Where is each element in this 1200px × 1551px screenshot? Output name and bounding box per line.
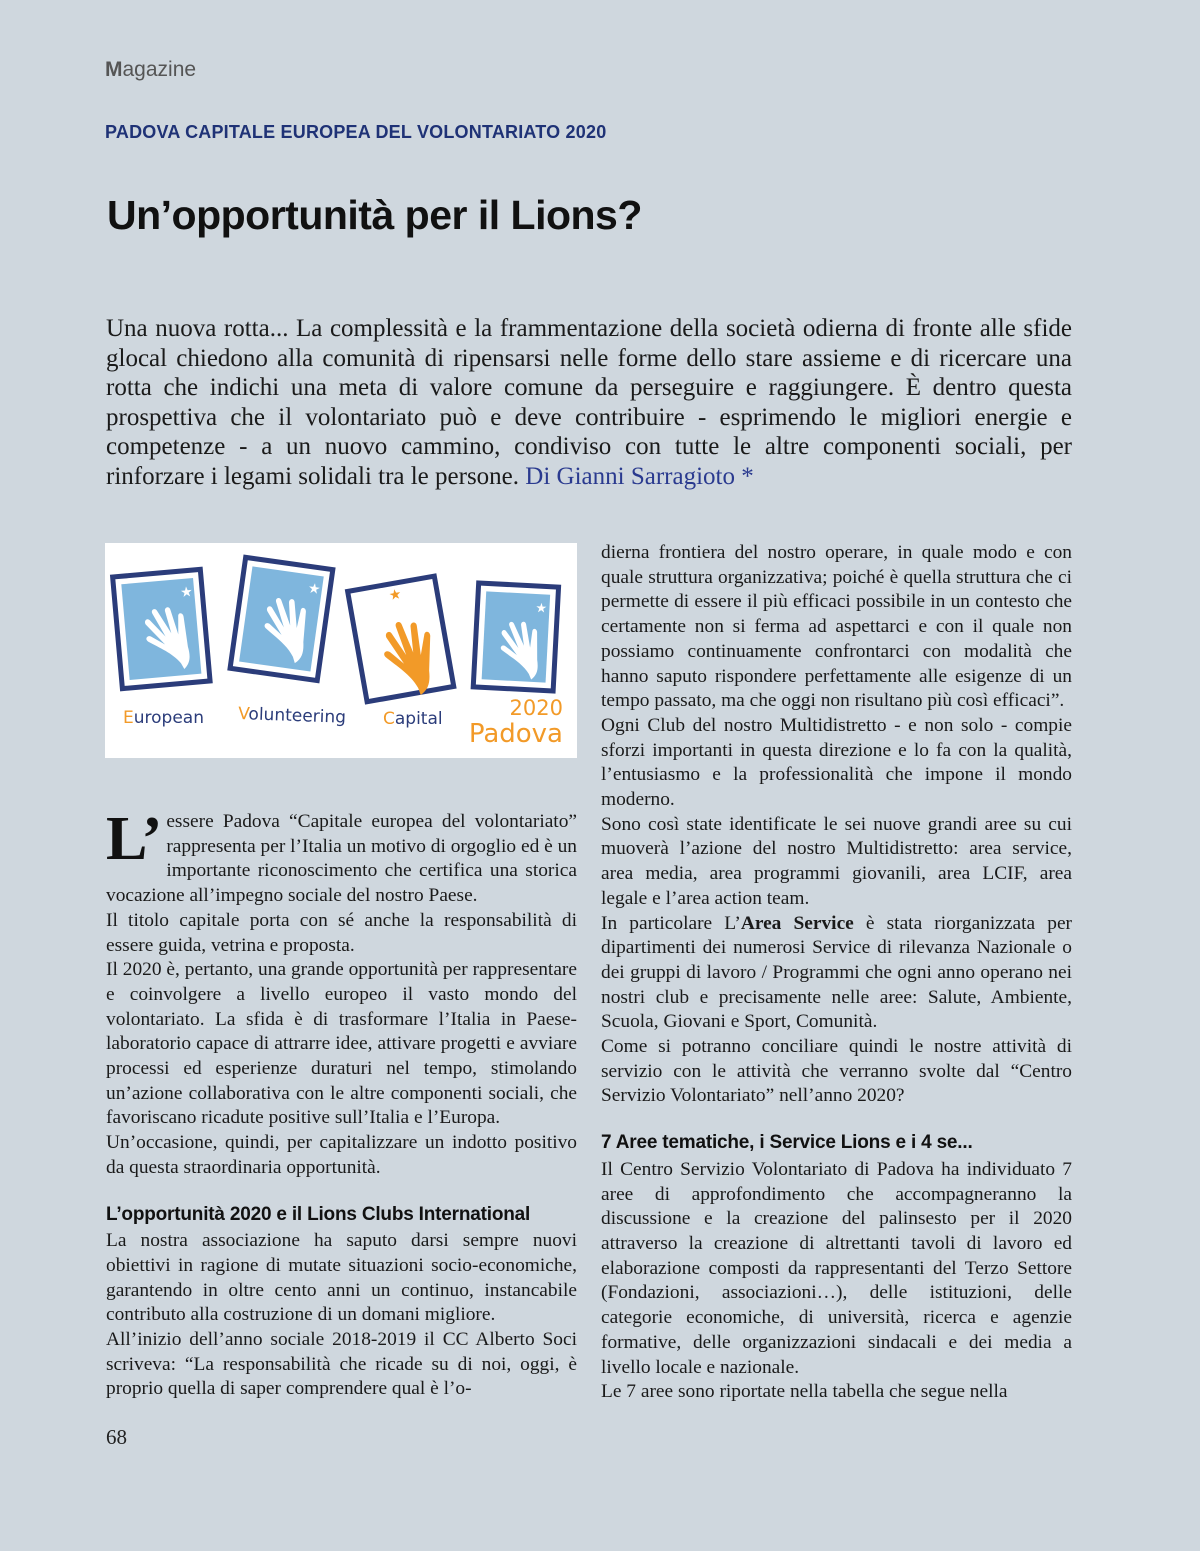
paragraph-3: Il 2020 è, pertanto, una grande opportunità per rappresentare e coinvolgere a livello europeo il vasto mondo del volontariato. La sfida è di trasformare l’Italia in Paese-laboratorio capace di attrarre idee, attivare progetti e avviare processi ed esperienze duraturi nel tempo, stimolando un’azione collaborativa con le altre componenti sociali, che favoriscano ricadute positive sull’Italia e l’Europa.	[106, 959, 577, 1129]
lead-text: Una nuova rotta... La complessità e la frammentazione della società odierna di fronte alle sfide glocal chiedono alla comunità di ripensarsi nelle forme dello stare assieme e di ricercare una rotta che indichi una meta di valore comune da perseguire e raggiungere. È dentro questa prospettiva che il volontariato può e deve contribuire - esprimendo le migliori energie e competenze - a un nuovo cammino, condiviso con tutte le altre componenti sociali, per rinforzare i legami solidali tra le persone.	[106, 315, 1072, 490]
logo-word-volunteering: Volunteering	[237, 704, 347, 728]
logo-year: 2020	[509, 696, 563, 720]
paragraph-12: Il Centro Servizio Volontariato di Padova ha individuato 7 aree di approfondimento che accompagneranno la discussione e la creazione del palinsesto per il 2020 attraverso la creazione di altrettanti tavoli di lavoro ed elaborazione composti da rappresentanti del Terzo Settore (Fondazioni, associazioni…), delle istituzioni, delle categorie economiche, di università, ricerca e agenzie formative, delle organizzazioni sindacali e dei media a livello locale e nazionale.	[601, 1158, 1072, 1378]
paragraph-1: L’ essere Padova “Capitale europea del volontariato” rappresenta per l’Italia un motivo di orgoglio ed è un importante riconoscimento che certifica una storica vocazione all’impegno sociale del nostro Paese.	[106, 805, 577, 907]
paragraph-2: Il titolo capitale porta con sé anche la responsabilità di essere guida, vetrina e proposta.	[106, 909, 577, 956]
svg-text:★: ★	[535, 600, 548, 617]
paragraph-9: Sono così state identificate le sei nuove grandi aree su cui muoverà l’azione del nostro Multidistretto: area service, area media, area programmi giovanili, area LCIF, area legale e l’area action team.	[601, 813, 1072, 909]
kicker: PADOVA CAPITALE EUROPEA DEL VOLONTARIATO 2020	[105, 122, 607, 142]
subheading-lions: L’opportunità 2020 e il Lions Clubs International	[106, 1203, 531, 1225]
logo-word-european: European	[123, 708, 204, 728]
subheading-aree: 7 Aree tematiche, i Service Lions e i 4 se...	[601, 1132, 973, 1154]
paragraph-4: Un’occasione, quindi, per capitalizzare un indotto positivo da questa straordinaria opportunità.	[106, 1132, 577, 1178]
logo-word-capital: Capital	[383, 709, 443, 729]
article-title: Un’opportunità per il Lions?	[107, 192, 642, 238]
paragraph-8: Ogni Club del nostro Multidistretto - e non solo - compie sforzi importanti in questa direzione e lo fa con la qualità, l’entusiasmo e la professionalità che impone il mondo moderno.	[601, 714, 1072, 811]
drop-cap: L’	[106, 805, 163, 873]
page-number: 68	[106, 1425, 127, 1449]
left-column	[106, 805, 577, 1402]
paragraph-10: In particolare L’Area Service è stata riorganizzata per dipartimenti dei numerosi Service di rilevanza Nazionale o dei gruppi di lavoro / Programmi che ogni anno operano nei nostri club e precisamente nelle aree: Salute, Ambiente, Scuola, Giovani e Sport, Comunità.	[601, 912, 1073, 1033]
paragraph-6: All’inizio dell’anno sociale 2018-2019 il CC Alberto Soci scriveva: “La responsabilità che ricade su di noi, oggi, è proprio quella di saper comprendere qual è l’o-	[106, 1329, 577, 1400]
svg-text:★: ★	[179, 584, 194, 602]
lead-paragraph	[106, 314, 1072, 491]
paragraph-13: Le 7 aree sono riportate nella tabella che segue nella	[601, 1381, 1008, 1403]
logo-city: Padova	[468, 719, 563, 749]
paragraph-5: La nostra associazione ha saputo darsi sempre nuovi obiettivi in ragione di mutate situazioni socio-economiche, garantendo in oltre cento anni un continuo, instancabile contributo alla costruzione di un domani migliore.	[106, 1230, 577, 1326]
svg-text:★: ★	[306, 580, 322, 599]
evc-logo-image	[105, 543, 577, 758]
area-service-bold: Area Service	[740, 912, 854, 934]
paragraph-7: dierna frontiera del nostro operare, in quale modo e con quale struttura organizzativa; poiché è quella struttura che ci permette di essere il più efficaci possibile in un contesto che certamente non si ferma ad aspettarci e con il quale non possiamo continuamente confrontarci con modalità che hanno saputo rispondere perfettamente alle esigenze di un tempo passato, ma che oggi non risultano più così efficaci”.	[601, 542, 1072, 712]
section-label: Magazine	[105, 58, 197, 81]
paragraph-11: Come si potranno conciliare quindi le nostre attività di servizio con le attività che verranno svolte dal “Centro Servizio Volontariato” nell’anno 2020?	[601, 1036, 1072, 1107]
svg-text:★: ★	[387, 586, 403, 605]
right-column	[601, 541, 1072, 1405]
byline: Di Gianni Sarragioto *	[525, 462, 754, 490]
